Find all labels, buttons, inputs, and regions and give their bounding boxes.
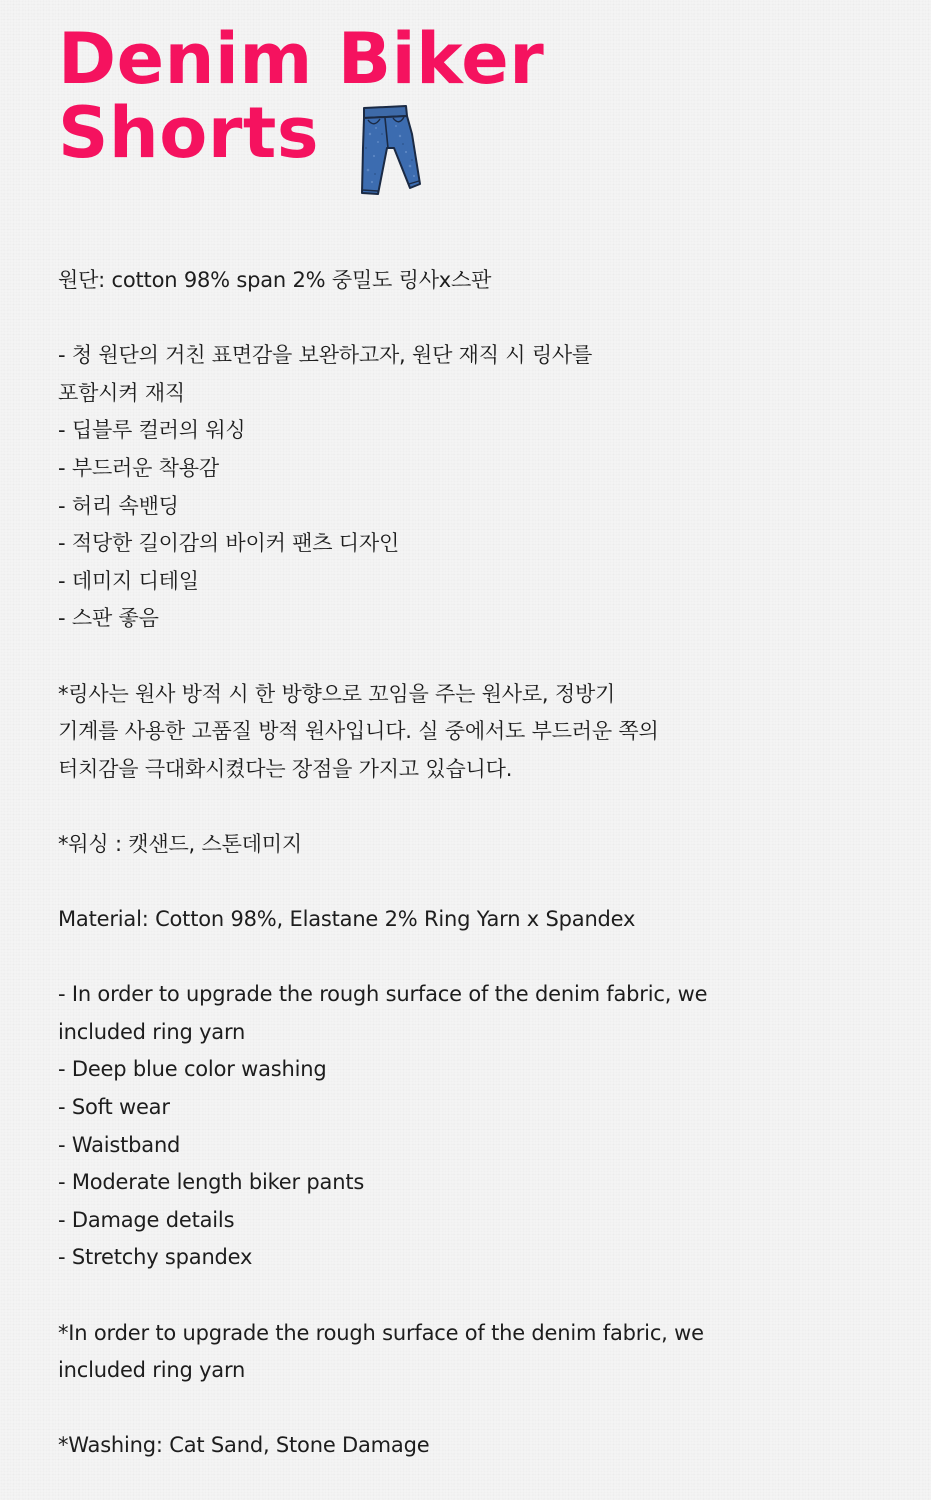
english-material-line: Material: Cotton 98%, Elastane 2% Ring Yarn x Spandex <box>58 907 636 932</box>
english-note-line: *In order to upgrade the rough surface of the denim fabric, we <box>58 1320 704 1345</box>
korean-feature-line: - 허리 속밴딩 <box>58 493 179 518</box>
page-title <box>58 18 545 174</box>
korean-washing-line: *워싱 : 캣샌드, 스톤데미지 <box>58 831 302 856</box>
english-feature-line: - In order to upgrade the rough surface of the denim fabric, we <box>58 982 708 1007</box>
english-note-line: included ring yarn <box>58 1358 246 1383</box>
korean-note-line: 터치감을 극대화시켰다는 장점을 가지고 있습니다. <box>58 756 513 781</box>
korean-feature-line: 포함시켜 재직 <box>58 380 185 405</box>
korean-feature-line: - 스판 좋음 <box>58 606 159 631</box>
korean-feature-line: - 딥블루 컬러의 워싱 <box>58 418 246 443</box>
jeans-icon <box>354 104 424 198</box>
english-washing-line: *Washing: Cat Sand, Stone Damage <box>58 1433 430 1458</box>
korean-feature-line: - 데미지 디테일 <box>58 568 199 593</box>
english-feature-line: - Soft wear <box>58 1095 170 1120</box>
korean-feature-line: - 부드러운 착용감 <box>58 455 219 480</box>
english-feature-line: included ring yarn <box>58 1019 246 1044</box>
description-body <box>58 262 818 1465</box>
korean-note-line: *링사는 원사 방적 시 한 방향으로 꼬임을 주는 원사로, 정방기 <box>58 681 616 706</box>
english-feature-line: - Deep blue color washing <box>58 1057 327 1082</box>
english-feature-line: - Moderate length biker pants <box>58 1170 365 1195</box>
korean-feature-line: - 적당한 길이감의 바이커 팬츠 디자인 <box>58 531 400 556</box>
english-feature-line: - Waistband <box>58 1132 181 1157</box>
english-feature-line: - Stretchy spandex <box>58 1245 253 1270</box>
korean-feature-line: - 청 원단의 거친 표면감을 보완하고자, 원단 재직 시 링사를 <box>58 343 593 368</box>
title-line-1: Denim Biker <box>58 18 545 100</box>
korean-fabric-line: 원단: cotton 98% span 2% 중밀도 링사x스판 <box>58 268 492 292</box>
korean-note-line: 기계를 사용한 고품질 방적 원사입니다. 실 중에서도 부드러운 쪽의 <box>58 719 659 744</box>
english-feature-line: - Damage details <box>58 1207 235 1232</box>
title-line-2: Shorts <box>58 92 319 174</box>
